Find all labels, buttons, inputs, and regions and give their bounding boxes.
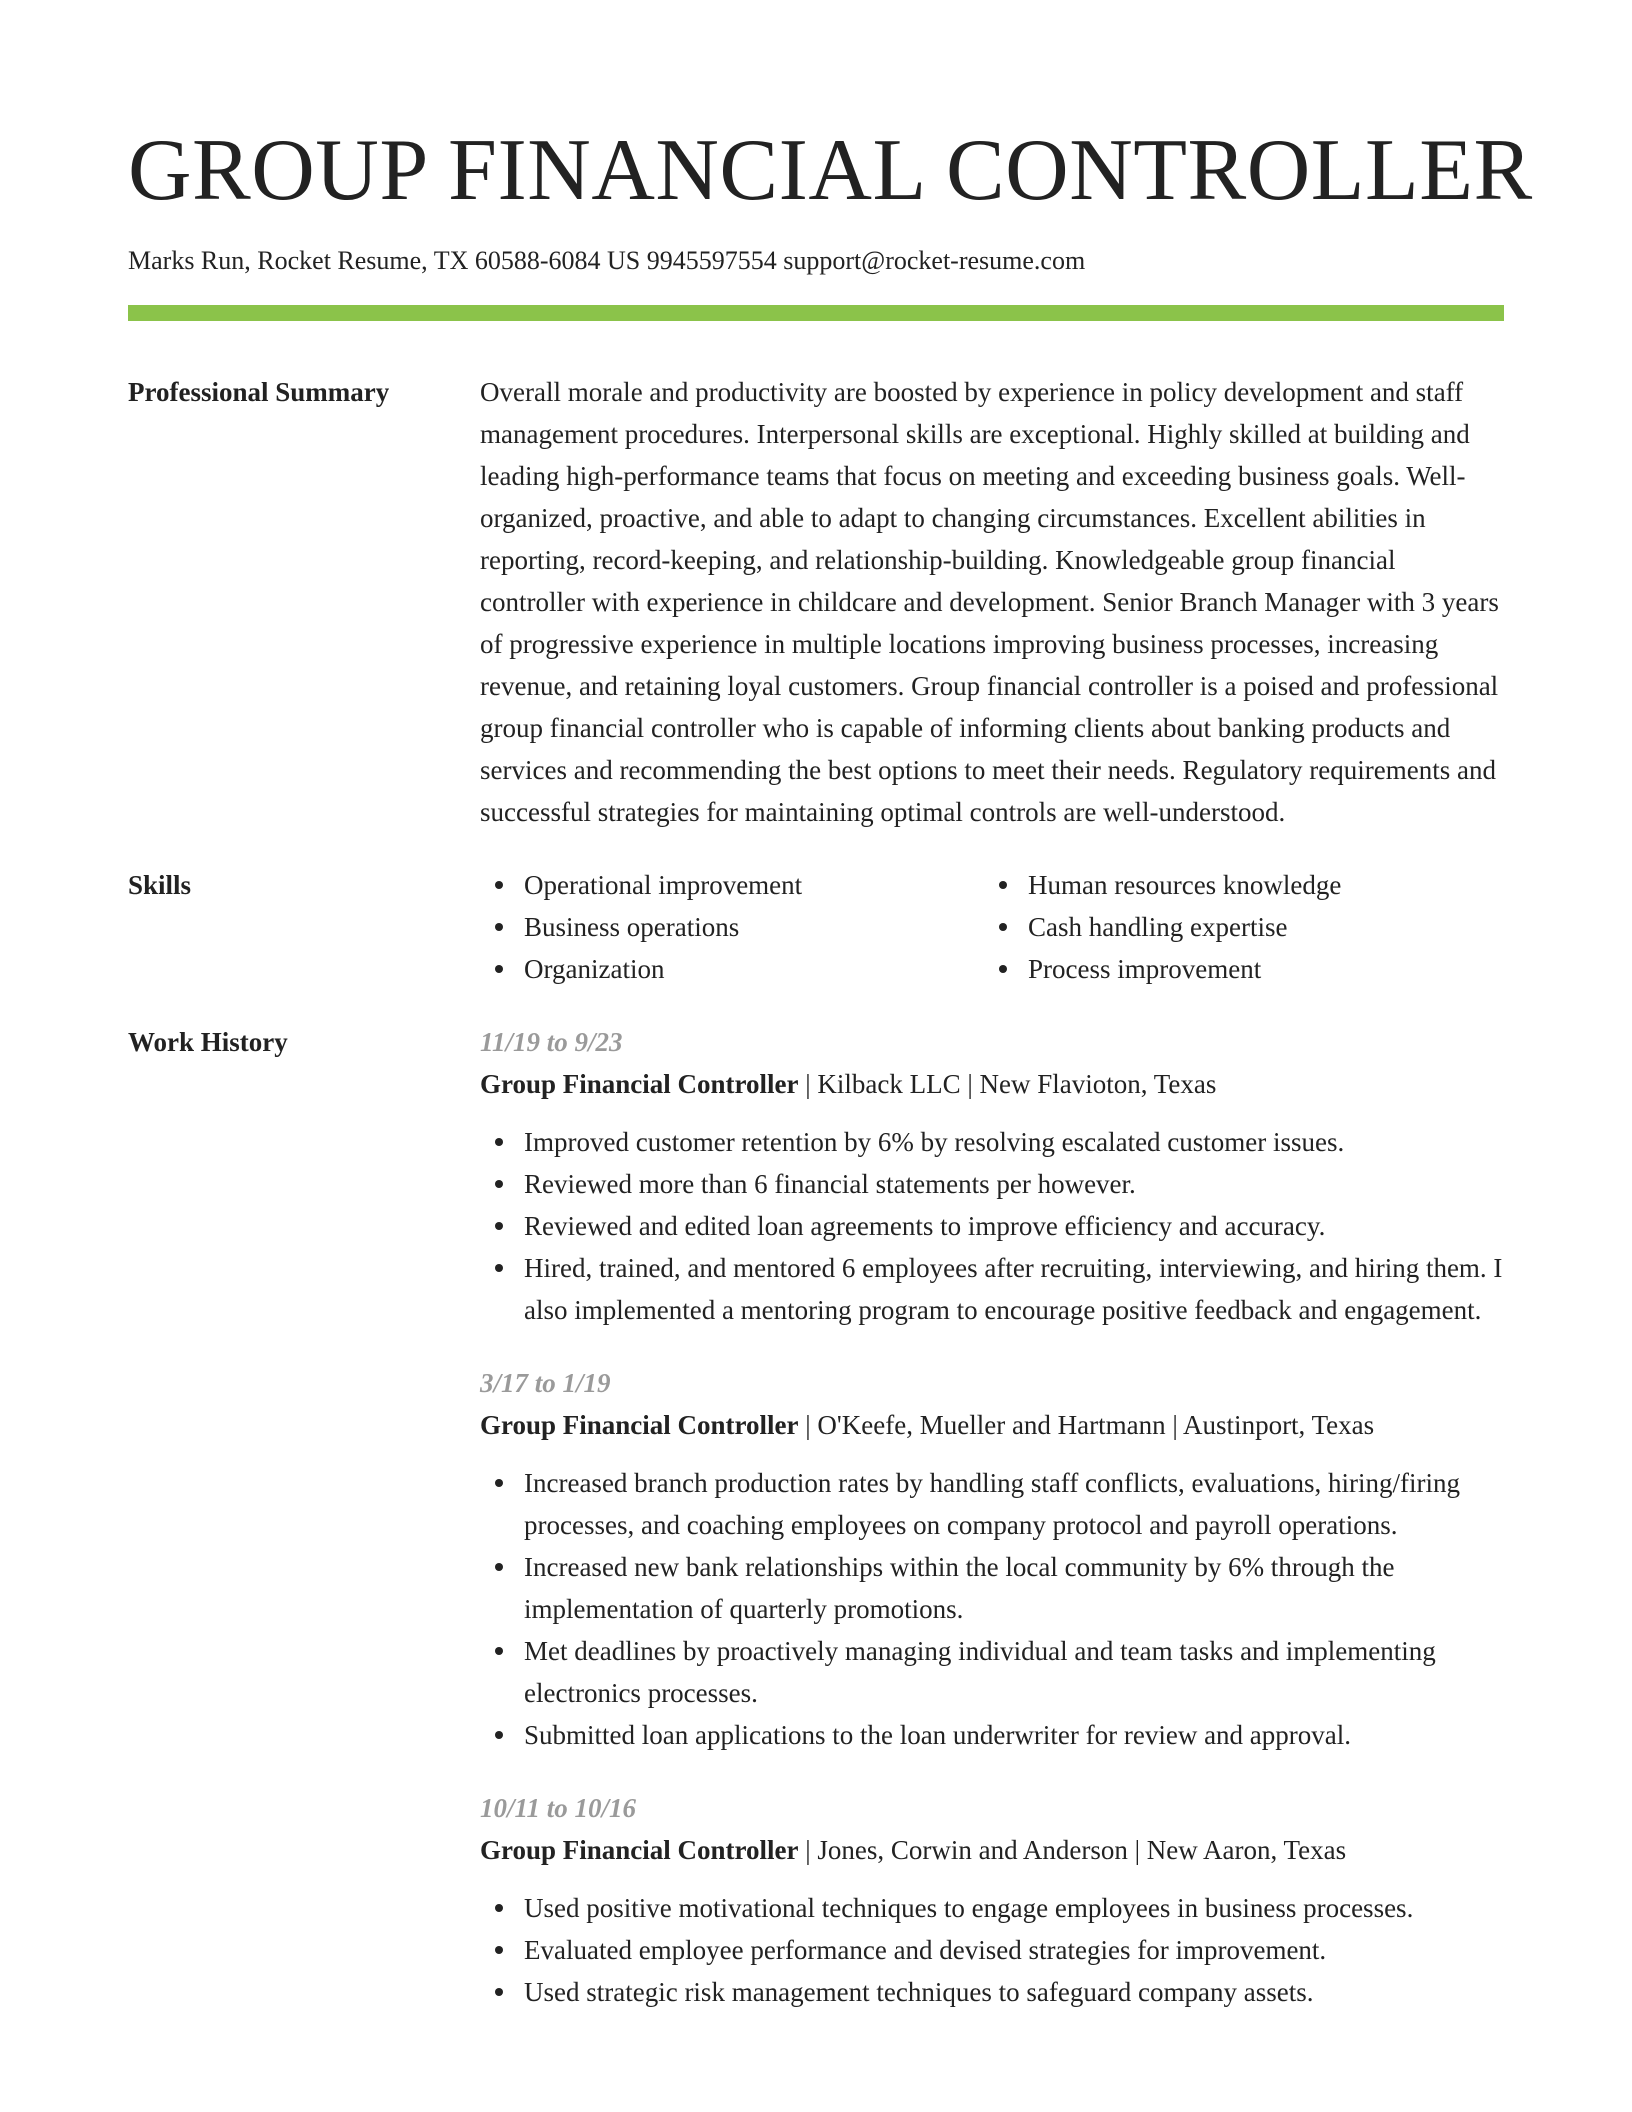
job-bullet [480,1247,1504,1331]
bullet-text: Reviewed and edited loan agreements to improve efficiency and accuracy. [524,1211,1326,1241]
work-history-section [128,1021,1504,2044]
resume-title: GROUP FINANCIAL CONTROLLER [128,122,1533,219]
bullet-dot-icon [495,1563,503,1571]
job-list [480,1021,1504,2044]
bullet-text: Evaluated employee performance and devised strategies for improvement. [524,1935,1327,1965]
job-bullet [480,1163,1504,1205]
bullet-dot-icon [495,1946,503,1954]
job-bullet [480,1887,1504,1929]
job-dates: 11/19 to 9/23 [480,1027,623,1057]
job-entry [480,1021,1504,1331]
bullet-dot-icon [495,1647,503,1655]
resume-page [128,0,1533,2044]
job-title: Group Financial Controller [480,1069,799,1099]
skill-item [480,948,984,990]
bullet-text: Met deadlines by proactively managing individual and team tasks and implementing electronics processes. [524,1636,1436,1708]
job-bullet [480,1630,1504,1714]
job-bullet [480,1462,1504,1546]
contact-line: Marks Run, Rocket Resume, TX 60588-6084 US 9945597554 support@rocket-resume.com [128,246,1086,275]
skill-item [480,906,984,948]
job-bullet [480,1929,1504,1971]
job-heading [480,1404,1504,1446]
job-entry [480,1362,1504,1756]
bullet-text: Business operations [524,912,740,942]
bullet-dot-icon [999,923,1007,931]
bullet-dot-icon [495,1988,503,1996]
bullet-dot-icon [999,965,1007,973]
section-label-summary: Professional Summary [128,377,390,407]
bullet-dot-icon [495,1904,503,1912]
accent-divider [128,305,1504,321]
job-company-location: | O'Keefe, Mueller and Hartmann | Austinport, Texas [798,1410,1375,1440]
bullet-dot-icon [495,881,503,889]
job-bullet [480,1205,1504,1247]
job-entry [480,1787,1504,2013]
skill-item [480,864,984,906]
job-title: Group Financial Controller [480,1410,799,1440]
skills-column-left [480,864,984,990]
job-bullet-list [480,1121,1504,1331]
section-label-skills: Skills [128,870,192,900]
job-title: Group Financial Controller [480,1835,799,1865]
job-bullet [480,1121,1504,1163]
skills-section [128,864,1504,990]
bullet-dot-icon [495,1731,503,1739]
bullet-text: Submitted loan applications to the loan underwriter for review and approval. [524,1720,1352,1750]
job-bullet [480,1546,1504,1630]
skill-item [984,948,1488,990]
job-bullet-list [480,1887,1504,2013]
job-dates: 3/17 to 1/19 [480,1368,611,1398]
bullet-text: Cash handling expertise [1028,912,1288,942]
professional-summary-section [128,371,1504,833]
bullet-text: Hired, trained, and mentored 6 employees after recruiting, interviewing, and hiring them. I also implemented a mentoring program to encourage positive feedback and engagement. [524,1253,1503,1325]
job-bullet [480,1971,1504,2013]
bullet-text: Improved customer retention by 6% by resolving escalated customer issues. [524,1127,1345,1157]
job-heading [480,1829,1504,1871]
job-company-location: | Jones, Corwin and Anderson | New Aaron, Texas [798,1835,1347,1865]
skills-column-right [984,864,1488,990]
bullet-dot-icon [495,1264,503,1272]
skill-item [984,906,1488,948]
job-company-location: | Kilback LLC | New Flavioton, Texas [798,1069,1217,1099]
bullet-text: Increased branch production rates by handling staff conflicts, evaluations, hiring/firing processes, and coaching employees on company protocol and payroll operations. [524,1468,1460,1540]
job-bullet-list [480,1462,1504,1756]
job-bullet [480,1714,1504,1756]
bullet-text: Increased new bank relationships within the local community by 6% through the implementation of quarterly promotions. [524,1552,1395,1624]
bullet-text: Organization [524,954,665,984]
bullet-text: Human resources knowledge [1028,870,1342,900]
bullet-dot-icon [495,965,503,973]
bullet-text: Process improvement [1028,954,1262,984]
bullet-dot-icon [999,881,1007,889]
summary-text: Overall morale and productivity are boosted by experience in policy development and staff management procedures. Interpersonal skills are exceptional. Highly skilled at building and leading high-performance teams that focus on meeting and exceeding business goals. Well-organized, proactive, and able to adapt to changing circumstances. Excellent abilities in reporting, record-keeping, and relationship-building. Knowledgeable group financial controller with experience in childcare and development. Senior Branch Manager with 3 years of progressive experience in multiple locations improving business processes, increasing revenue, and retaining loyal customers. Group financial controller is a poised and professional group financial controller who is capable of informing clients about banking products and services and recommending the best options to meet their needs. Regulatory requirements and successful strategies for maintaining optimal controls are well-understood. [480,377,1499,827]
bullet-text: Used positive motivational techniques to engage employees in business processes. [524,1893,1414,1923]
bullet-text: Reviewed more than 6 financial statements per however. [524,1169,1136,1199]
bullet-dot-icon [495,1138,503,1146]
job-dates: 10/11 to 10/16 [480,1793,637,1823]
section-label-work: Work History [128,1027,288,1057]
bullet-dot-icon [495,1180,503,1188]
job-heading [480,1063,1504,1105]
bullet-text: Operational improvement [524,870,803,900]
bullet-dot-icon [495,1479,503,1487]
skill-item [984,864,1488,906]
bullet-text: Used strategic risk management techniques to safeguard company assets. [524,1977,1314,2007]
bullet-dot-icon [495,1222,503,1230]
bullet-dot-icon [495,923,503,931]
